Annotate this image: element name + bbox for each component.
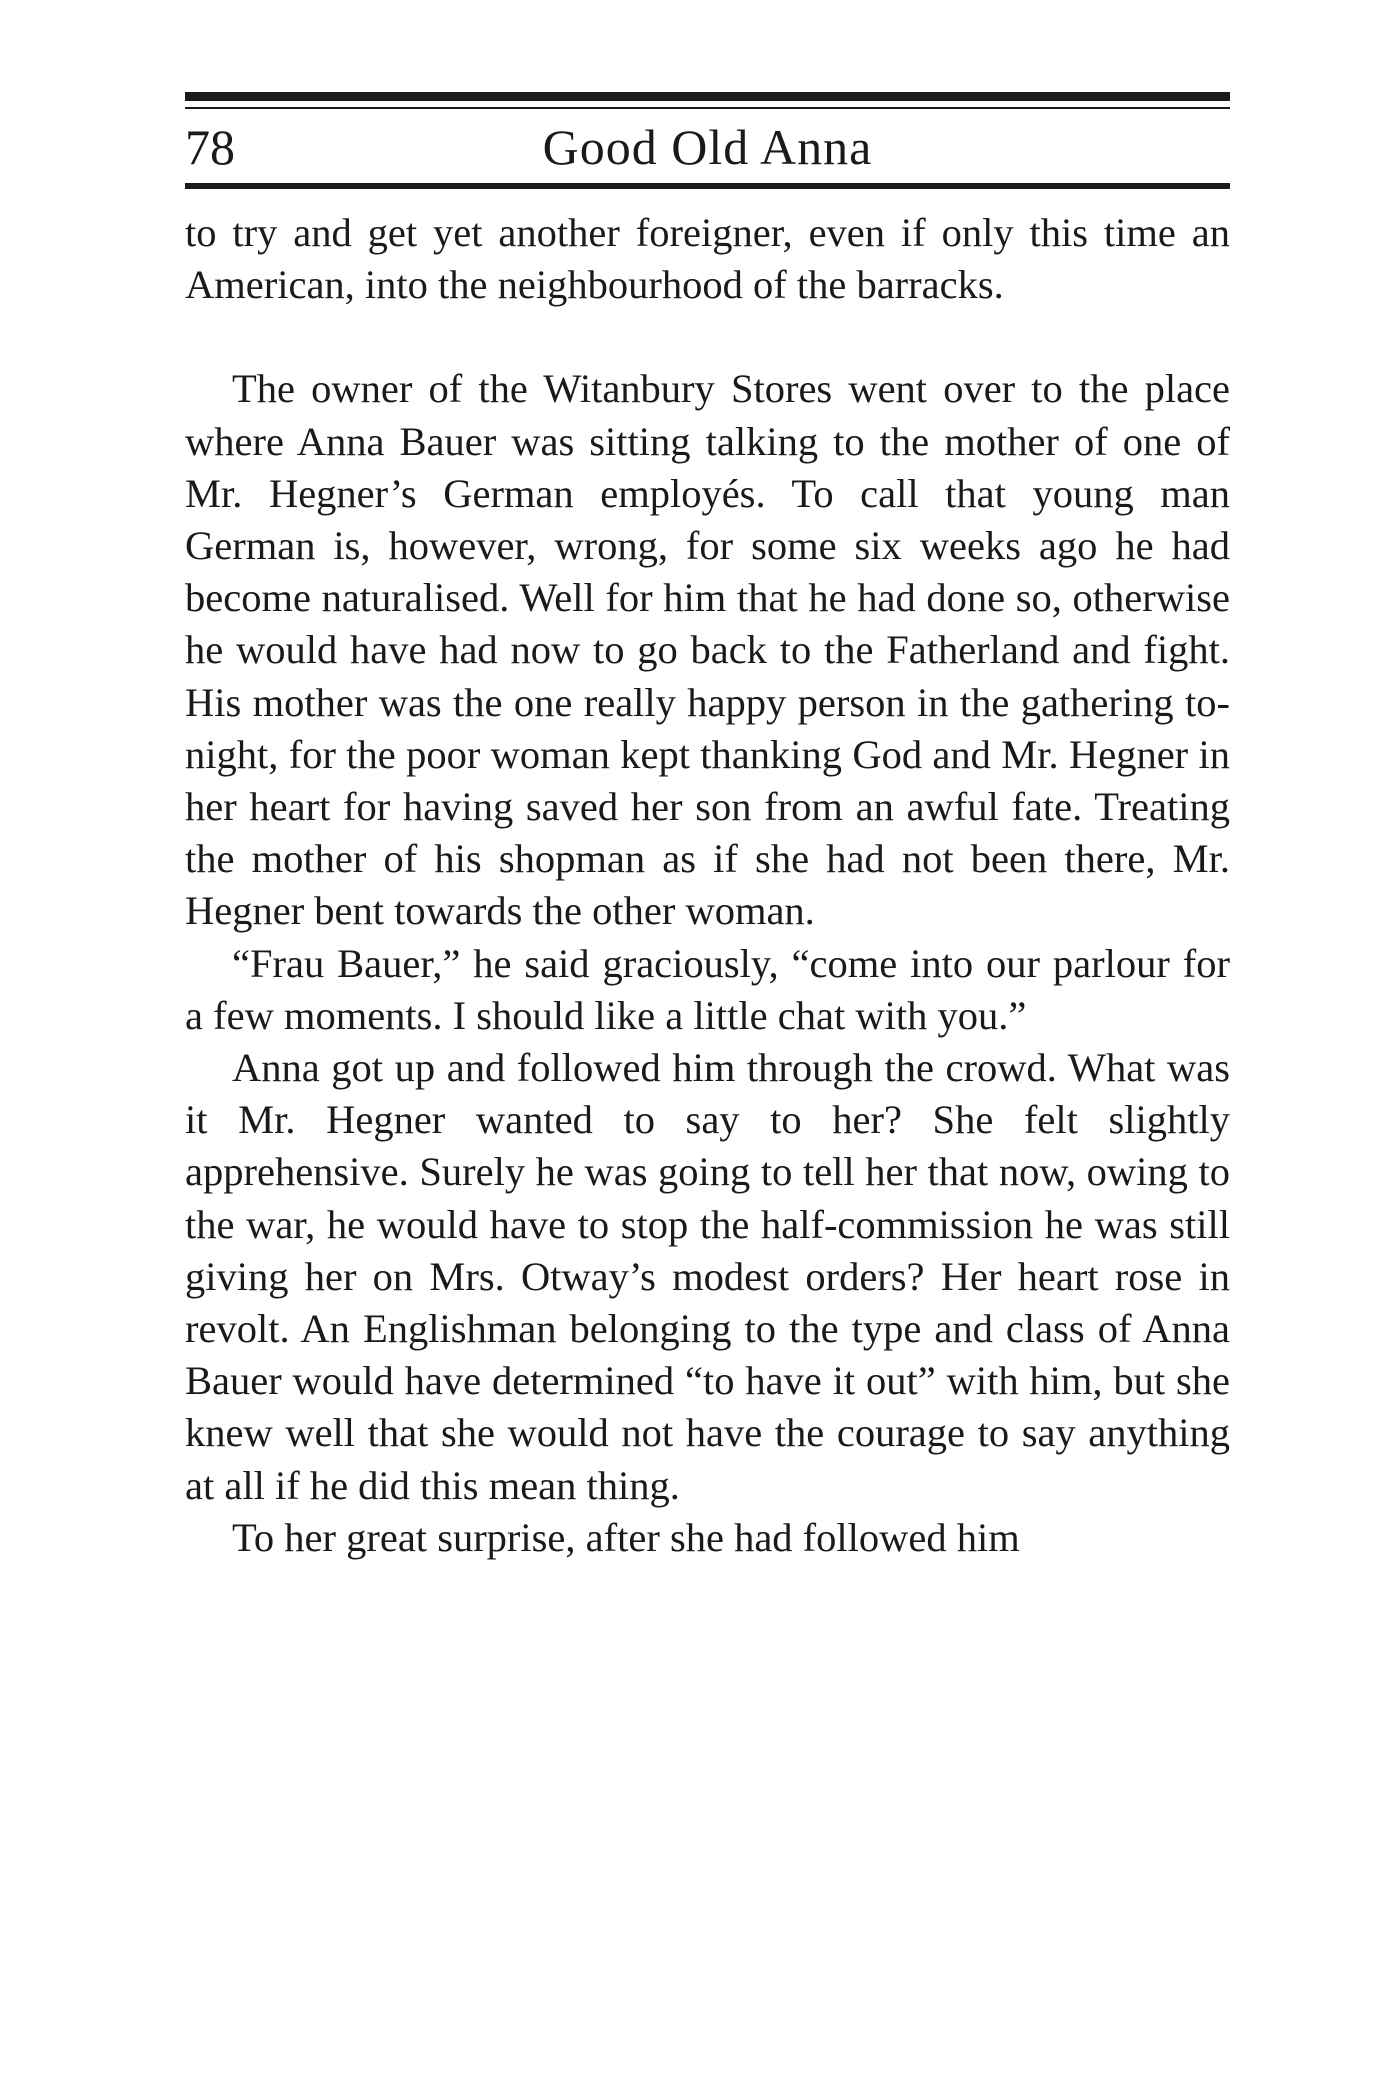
paragraph-continuation: to try and get yet another foreigner, even if only this time an American, into the neighbourhood of the barracks. — [185, 210, 1230, 308]
page-number: 78 — [185, 119, 235, 175]
paragraph: Anna got up and followed him through the crowd. What was it Mr. Hegner wanted to say to her? She felt slightly apprehensive. Surely he was going to tell her that now, owing to the war, he would have to stop the half-commission he was still giving her on Mrs. Otway’s modest orders? Her heart rose in revolt. An Englishman belonging to the type and class of Anna Bauer would have determined “to have it out” with him, but she knew well that she would not have the courage to say anything at all if he did this mean thing. — [185, 1045, 1230, 1508]
book-page — [185, 92, 1230, 1564]
header-rule-bottom — [185, 183, 1230, 189]
header-rule-top — [185, 92, 1230, 101]
running-header — [185, 109, 1230, 183]
paragraph: To her great surprise, after she had followed him — [232, 1514, 1020, 1560]
paragraph: “Frau Bauer,” he said graciously, “come into our parlour for a few moments. I should like a little chat with you.” — [185, 940, 1230, 1038]
paragraph: The owner of the Witanbury Stores went over to the place where Anna Bauer was sitting talking to the mother of one of Mr. Hegner’s German employés. To call that young man German is, however, wrong, for some six weeks ago he had become naturalised. Well for him that he had done so, otherwise he would have had now to go back to the Fatherland and fight. His mother was the one really happy person in the gathering to-night, for the poor woman kept thanking God and Mr. Hegner in her heart for having saved her son from an awful fate. Treating the mother of his shopman as if she had not been there, Mr. Hegner bent towards the other woman. — [185, 366, 1230, 934]
running-title: Good Old Anna — [542, 119, 873, 175]
body-text — [185, 207, 1230, 1564]
